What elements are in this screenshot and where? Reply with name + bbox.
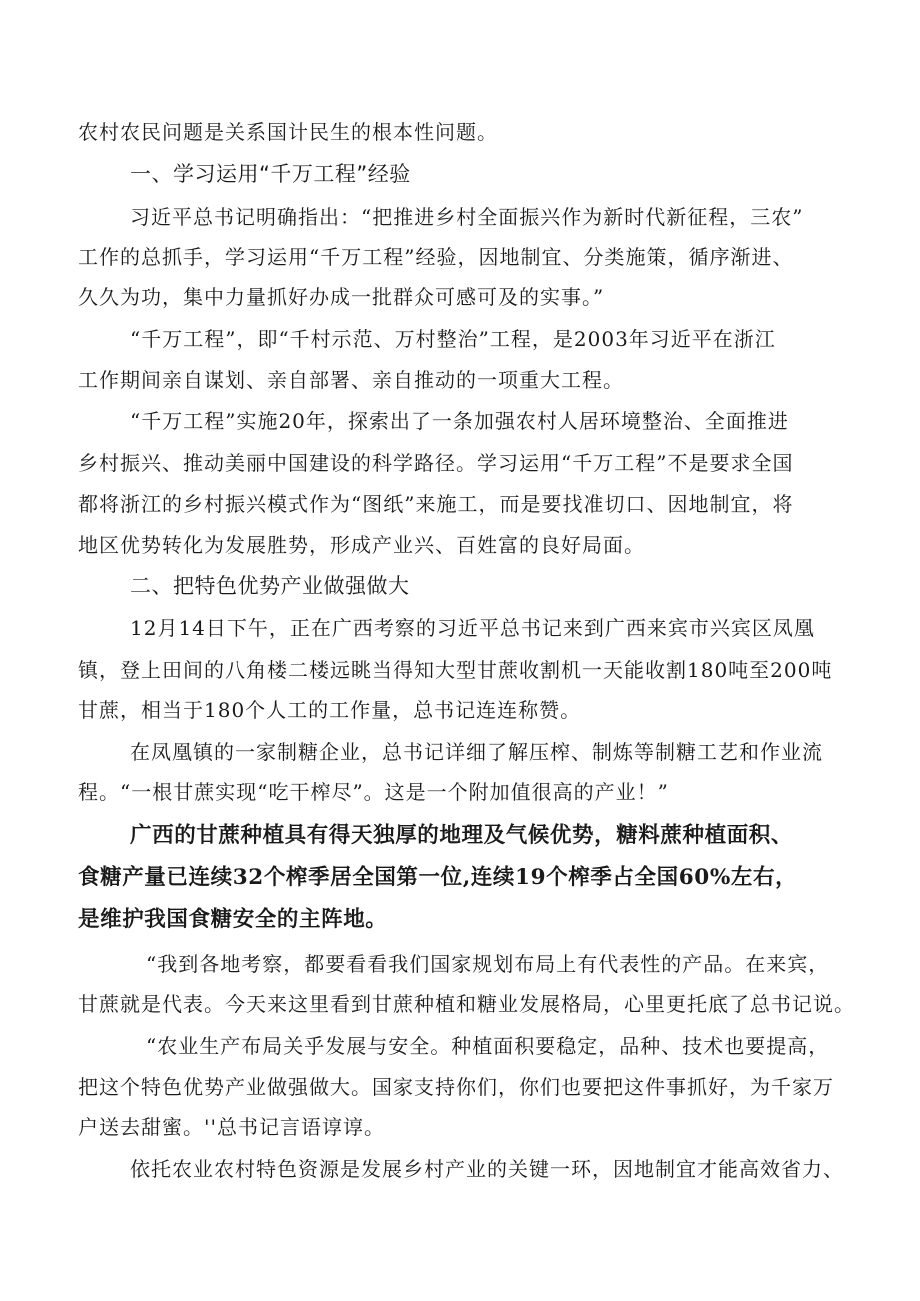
body-text-line: 农村农民问题是关系国计民生的根本性问题。 [78,120,498,144]
bold-text-line: 广西的甘蔗种植具有得天独厚的地理及气候优势，糖料蔗种植面积、 [130,823,794,848]
body-text-line: “农业生产布局关乎发展与安全。种植面积要稳定，品种、技术也要提高， [146,1034,830,1058]
body-text-line: 镇，登上田间的八角楼二楼远眺当得知大型甘蔗收割机一天能收割180吨至200吨 [78,658,833,682]
body-text-line: “千万工程”，即“千村示范、万村整治”工程，是2003年习近平在浙江 [130,327,776,351]
body-text-line: 乡村振兴、推动美丽中国建设的科学路径。学习运用“千万工程”不是要求全国 [78,451,794,475]
body-text-line: 户送去甜蜜。''总书记言语谆谆。 [78,1115,385,1139]
body-text-line: 地区优势转化为发展胜势，形成产业兴、百姓富的良好局面。 [78,533,645,557]
body-text-line: 工作期间亲自谋划、亲自部署、亲自推动的一项重大工程。 [78,368,624,392]
section-heading: 一、学习运用“千万工程”经验 [130,162,411,186]
body-text-line: 甘蔗就是代表。今天来这里看到甘蔗种植和糖业发展格局，心里更托底了总书记说。 [78,992,855,1016]
body-text-line: 工作的总抓手，学习运用“千万工程”经验，因地制宜、分类施策，循序渐进、 [78,245,794,269]
body-text-line: 习近平总书记明确指出：“把推进乡村全面振兴作为新时代新征程，三农” [130,205,804,229]
bold-text-line: 是维护我国食糖安全的主阵地。 [78,907,388,932]
body-text-line: 久久为功，集中力量抓好办成一批群众可感可及的实事。” [78,285,605,309]
bold-text-line: 食糖产量已连续32个榨季居全国第一位,连续19个榨季占全国60%左右， [78,865,798,890]
body-text-line: 甘蔗，相当于180个人工的工作量，总书记连连称赞。 [78,698,582,722]
body-text-line: “千万工程”实施20年，探索出了一条加强农村人居环境整治、全面推进 [130,409,789,433]
section-heading: 二、把特色优势产业做强做大 [130,574,410,598]
body-text-line: 把这个特色优势产业做强做大。国家支持你们，你们也要把这件事抓好，为千家万 [78,1075,834,1099]
body-text-line: “我到各地考察，都要看看我们国家规划布局上有代表性的产品。在来宾， [146,952,830,976]
body-text-line: 都将浙江的乡村振兴模式作为“图纸”来施工，而是要找准切口、因地制宜，将 [78,492,794,516]
body-text-line: 12月14日下午，正在广西考察的习近平总书记来到广西来宾市兴宾区凤凰 [130,616,815,640]
body-text-line: 程。“一根甘蔗实现“吃干榨尽”。这是一个附加值很高的产业！” [78,780,669,804]
body-text-line: 在凤凰镇的一家制糖企业，总书记详细了解压榨、制炼等制糖工艺和作业流 [130,740,823,764]
body-text-line: 依托农业农村特色资源是发展乡村产业的关键一环，因地制宜才能高效省力、 [130,1157,844,1181]
